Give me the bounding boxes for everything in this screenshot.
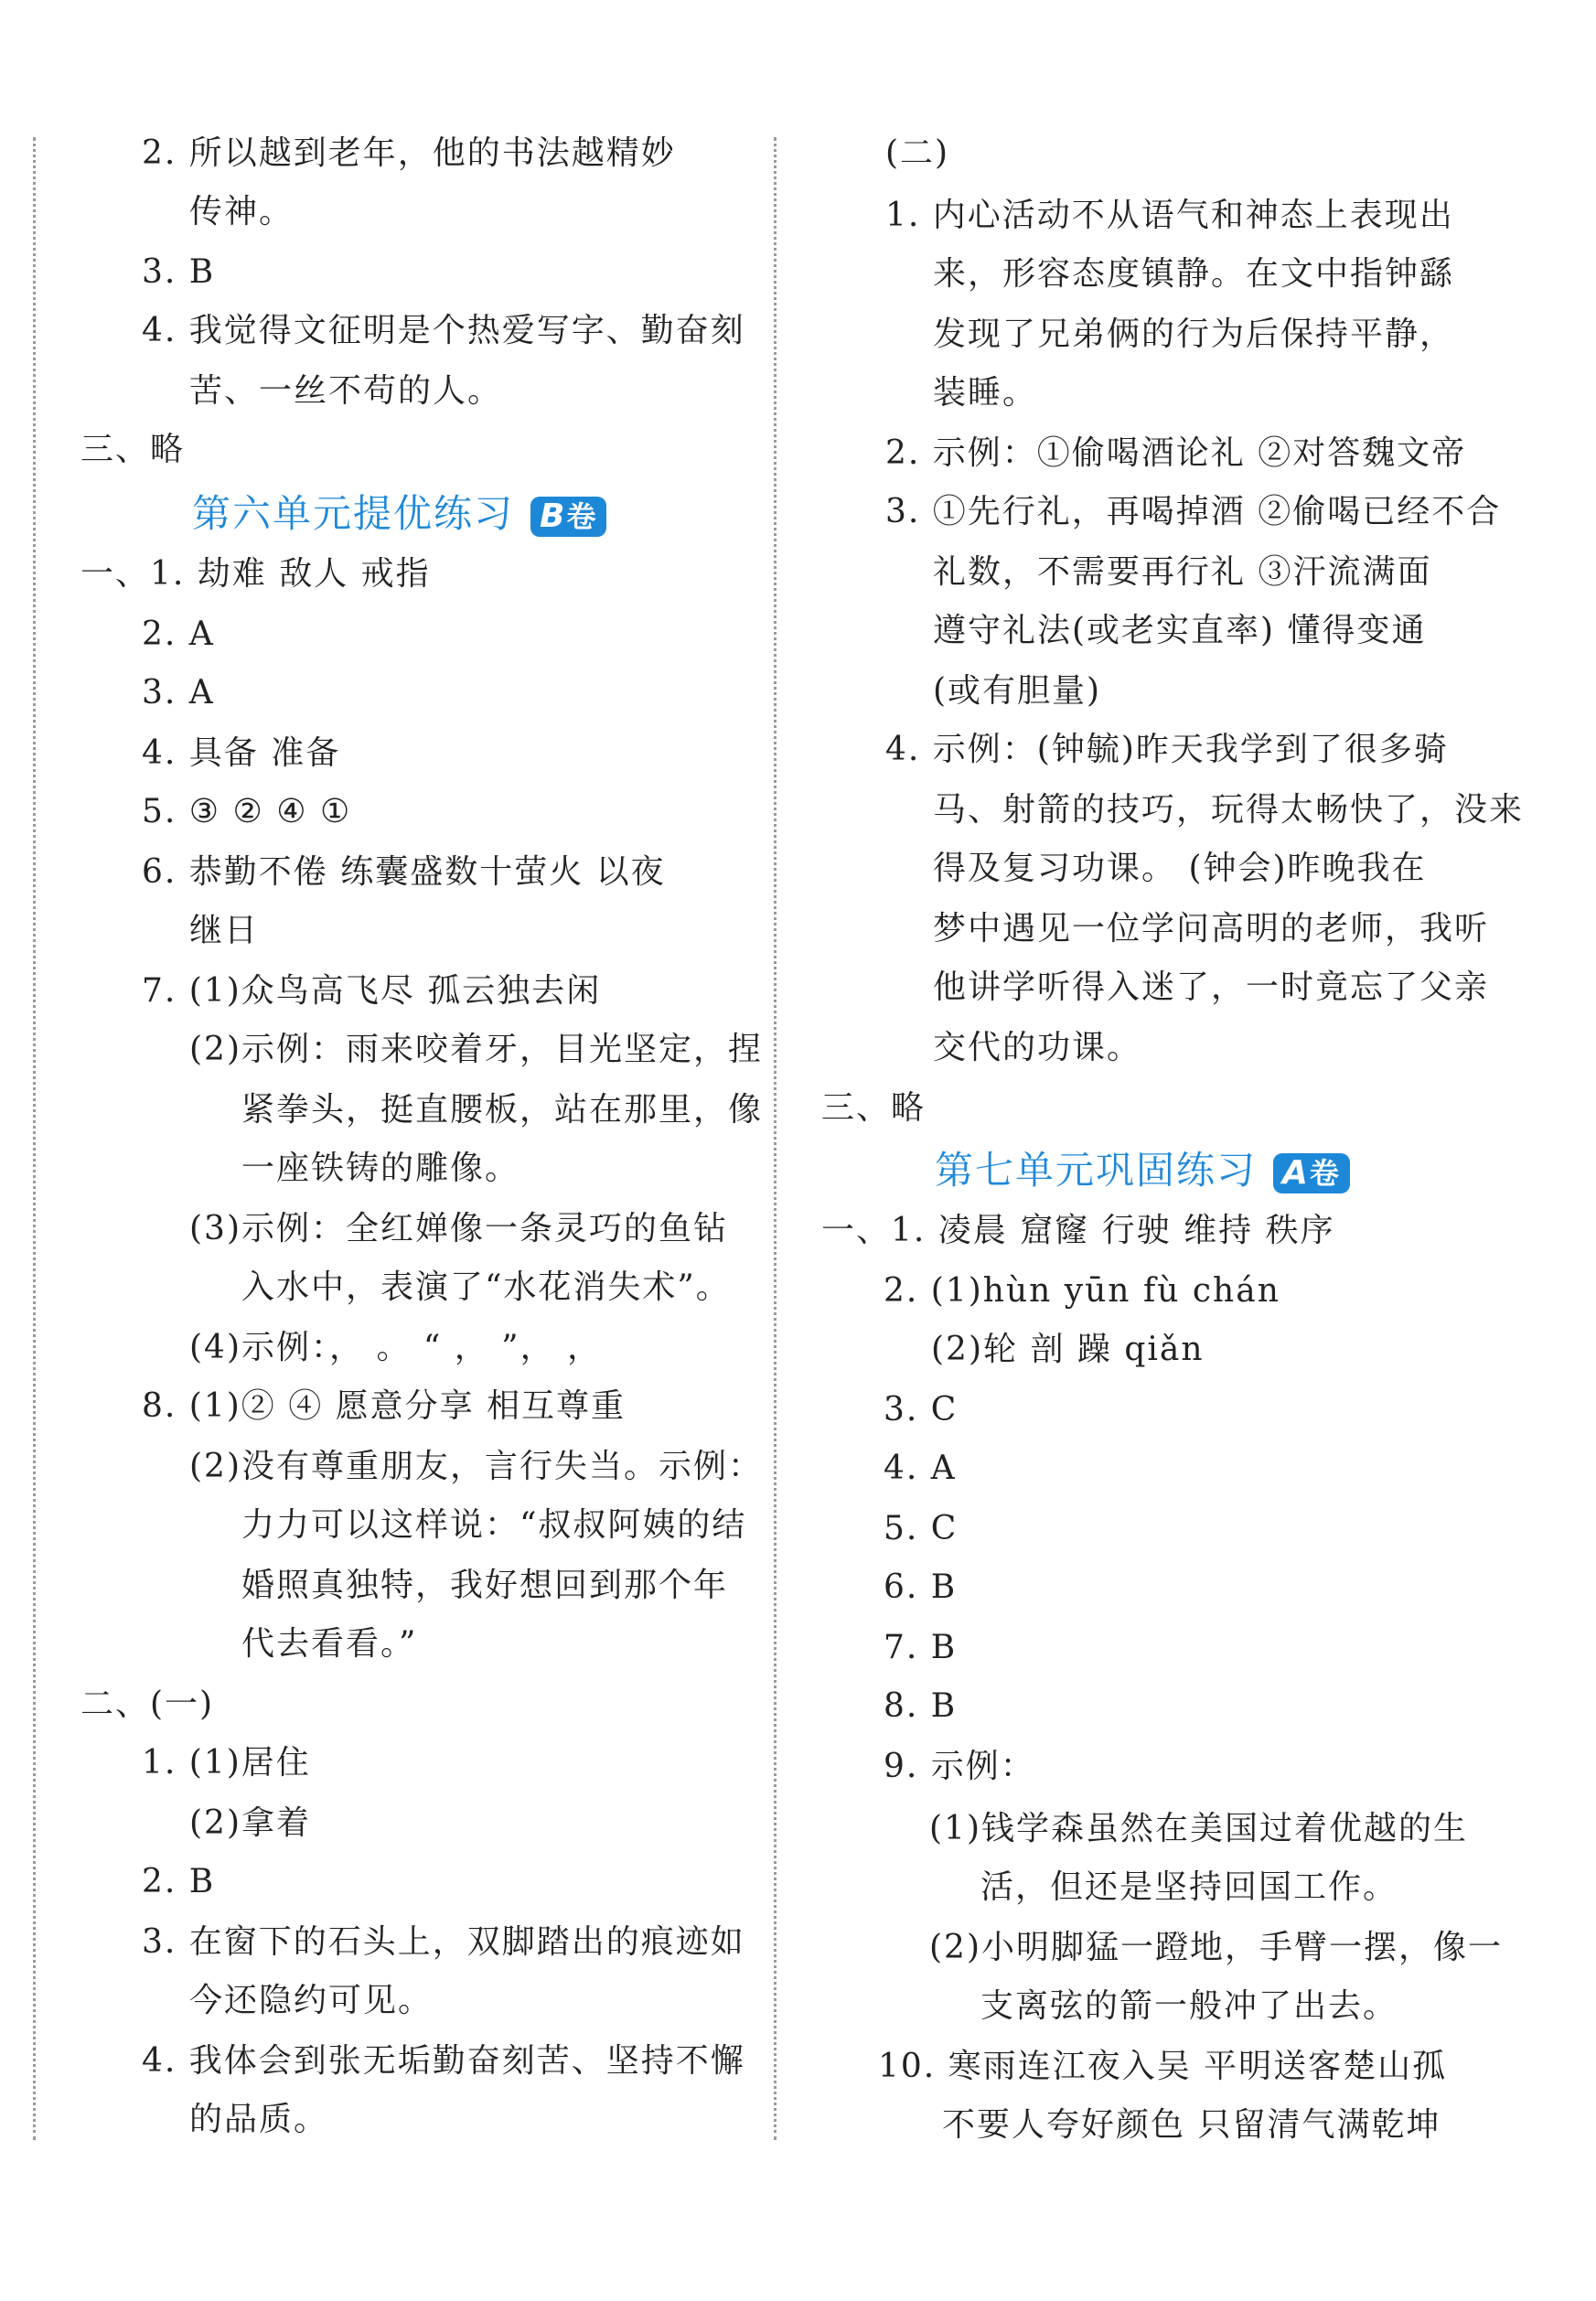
unit7-title-text: 第七单元巩固练习: [935, 1148, 1258, 1193]
answer-line: (1)钱学森虽然在美国过着优越的生: [929, 1810, 1468, 1847]
answer-line: 2. A: [142, 615, 215, 653]
answer-line: 2. 所以越到老年，他的书法越精妙: [142, 134, 676, 172]
answer-line: 力力可以这样说：“叔叔阿姨的结: [241, 1506, 747, 1544]
answer-line: (3)示例：全红婵像一条灵巧的鱼钻: [189, 1210, 728, 1247]
answer-line: 1. (1)居住: [142, 1744, 311, 1782]
answer-line: 支离弦的箭一般冲了出去。: [980, 1987, 1398, 2025]
unit7-badge-word: 卷: [1309, 1155, 1341, 1191]
answer-line: 遵守礼法(或老实直率) 懂得变通: [933, 612, 1427, 649]
answer-line: (2)轮 剖 躁 qiǎn: [931, 1331, 1205, 1368]
answer-line: 一座铁铸的雕像。: [241, 1150, 520, 1187]
section-heading: 二、(一): [80, 1686, 215, 1723]
answer-line: 2. (1)hùn yūn fù chán: [884, 1272, 1280, 1310]
answer-line: 7. B: [884, 1629, 958, 1666]
answer-line: 3. A: [142, 674, 215, 712]
answer-line: 紧拳头，挺直腰板，站在那里，像: [241, 1091, 764, 1129]
answer-line: 4. 我觉得文征明是个热爱写字、勤奋刻: [142, 312, 745, 349]
answer-line: 9. 示例：: [884, 1748, 1035, 1785]
answer-line: 的品质。: [189, 2101, 329, 2138]
answer-line: (2)拿着: [189, 1804, 311, 1842]
center-column-divider: [774, 137, 777, 2140]
unit6-badge-letter: B: [540, 497, 567, 535]
answer-line: 1. 内心活动不从语气和神态上表现出: [885, 197, 1454, 234]
answer-line: 4. 我体会到张无垢勤奋刻苦、坚持不懈: [142, 2042, 745, 2080]
unit7-title: [935, 1145, 1350, 1196]
answer-line: (2)示例：雨来咬着牙，目光坚定，捏: [189, 1031, 763, 1068]
answer-line: 活，但还是坚持回国工作。: [980, 1868, 1398, 1906]
answer-line: 传神。: [189, 193, 295, 230]
answer-line: 入水中，表演了“水花消失术”。: [241, 1268, 731, 1306]
answer-line: 3. ①先行礼，再喝掉酒 ②偷喝已经不合: [885, 493, 1502, 530]
answer-line: 继日: [189, 912, 260, 949]
unit7-badge-letter: A: [1282, 1153, 1310, 1192]
answer-line: 3. C: [884, 1391, 959, 1429]
answer-line: 3. 在窗下的石头上，双脚踏出的痕迹如: [142, 1923, 745, 1961]
answer-line: 一、1. 劫难 敌人 戒指: [80, 555, 431, 593]
answer-line: 梦中遇见一位学问高明的老师，我听: [933, 910, 1490, 947]
answer-line: 装睡。: [933, 374, 1038, 412]
answer-line: 2. B: [142, 1863, 216, 1900]
answer-line: 10. 寒雨连江夜入吴 平明送客楚山孤: [878, 2048, 1448, 2085]
answer-line: 6. 恭勤不倦 练囊盛数十萤火 以夜: [142, 853, 666, 891]
answer-line: 4. 具备 准备: [142, 734, 341, 772]
unit6-badge: [530, 497, 606, 537]
answer-line: 发现了兄弟俩的行为后保持平静，: [933, 316, 1455, 353]
answer-line: 来，形容态度镇静。在文中指钟繇: [933, 255, 1455, 293]
answer-line: 4. A: [884, 1450, 957, 1487]
section-heading: 三、略: [821, 1089, 927, 1127]
section-heading: 三、略: [80, 431, 186, 468]
answer-line: (4)示例：， 。 “ ， ”， ，: [189, 1329, 603, 1366]
section-heading: (二): [885, 134, 950, 172]
answer-line: 他讲学听得入迷了，一时竟忘了父亲: [933, 969, 1490, 1006]
answer-line: 代去看看。”: [241, 1625, 418, 1663]
answer-line: 8. B: [884, 1687, 958, 1725]
answer-line: (或有胆量): [933, 672, 1102, 710]
answer-line: 5. C: [884, 1510, 959, 1547]
answer-line: 3. B: [142, 253, 216, 291]
answer-line: 一、1. 凌晨 窟窿 行驶 维持 秩序: [821, 1212, 1335, 1249]
answer-line: 得及复习功课。 (钟会)昨晚我在: [933, 850, 1427, 887]
unit6-title-text: 第六单元提优练习: [192, 491, 515, 536]
answer-line: 礼数，不需要再行礼 ③汗流满面: [933, 553, 1432, 591]
answer-line: 4. 示例：(钟毓)昨天我学到了很多骑: [885, 731, 1449, 768]
answer-line: (2)小明脚猛一蹬地，手臂一摆，像一: [929, 1929, 1503, 1966]
answer-line: 马、射箭的技巧，玩得太畅快了，没来: [933, 791, 1525, 829]
answer-line: 苦、一丝不苟的人。: [189, 372, 503, 410]
answer-line: 2. 示例：①偷喝酒论礼 ②对答魏文帝: [885, 434, 1467, 472]
answer-line: (2)没有尊重朋友，言行失当。示例：: [189, 1448, 763, 1485]
answer-line: 8. (1)② ④ 愿意分享 相互尊重: [142, 1387, 627, 1425]
answer-line: 不要人夸好颜色 只留清气满乾坤: [942, 2106, 1441, 2144]
answer-line: 7. (1)众鸟高飞尽 孤云独去闲: [142, 972, 602, 1010]
answer-line: 5. ③ ② ④ ①: [142, 793, 352, 830]
answer-line: 交代的功课。: [933, 1029, 1142, 1066]
answer-line: 婚照真独特，我好想回到那个年: [241, 1567, 729, 1604]
answer-line: 6. B: [884, 1568, 958, 1606]
unit6-title: [192, 488, 606, 540]
left-margin-divider: [33, 137, 36, 2140]
unit6-badge-word: 卷: [566, 498, 598, 534]
answer-line: 今还隐约可见。: [189, 1982, 434, 2019]
unit7-badge: [1273, 1153, 1350, 1193]
